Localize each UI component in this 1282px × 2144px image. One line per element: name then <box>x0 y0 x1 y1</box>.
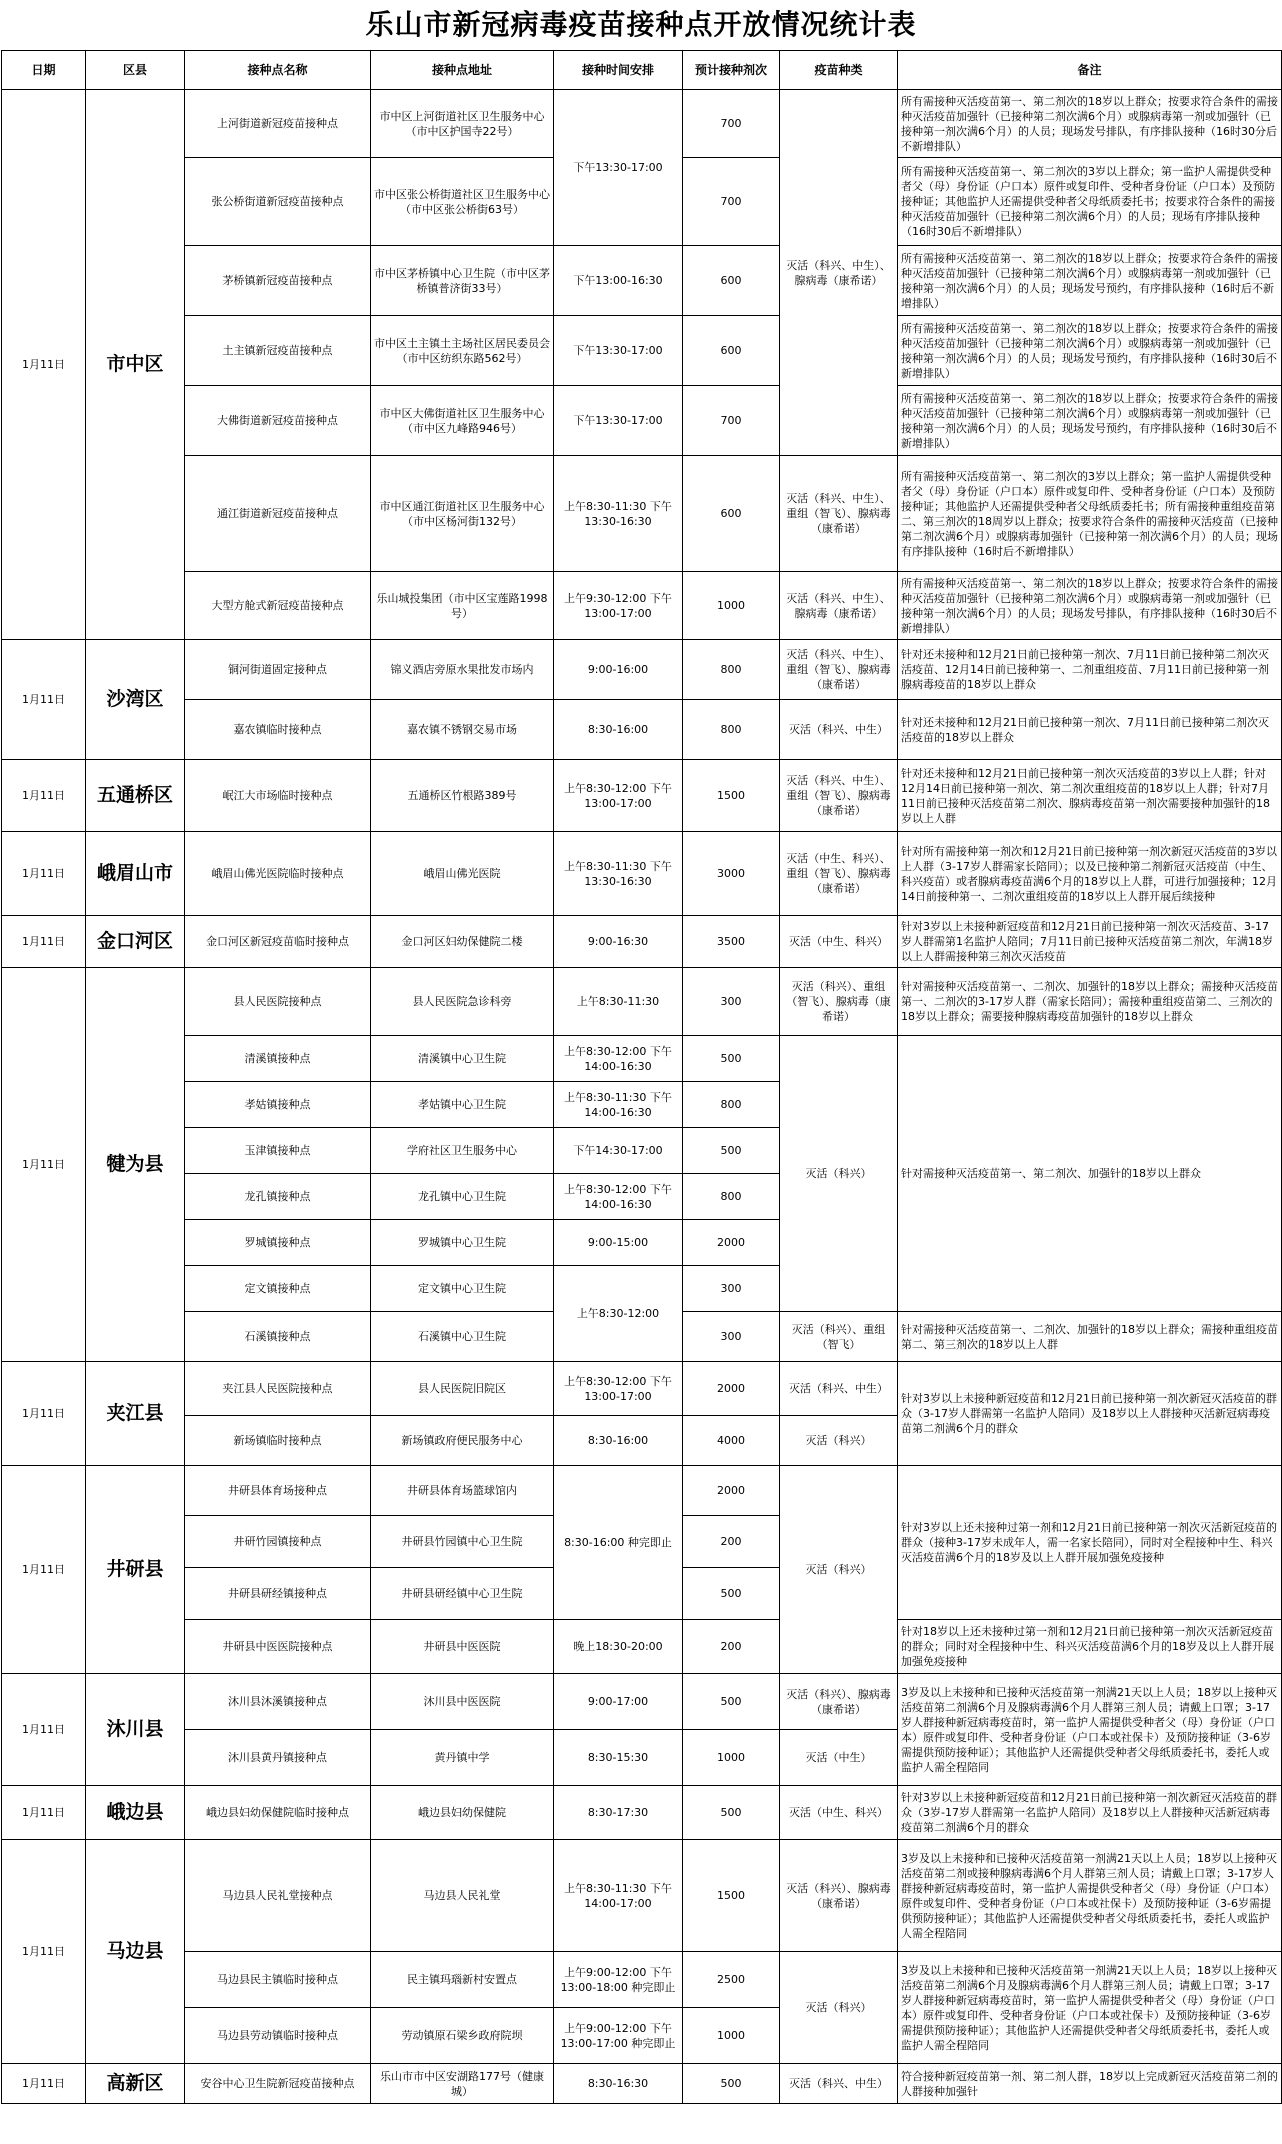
header-district: 区县 <box>86 51 185 90</box>
note-cell: 针对3岁以上还未接种过第一剂和12月21日前已接种第一剂次灭活新冠疫苗的群众（接种3-17岁未成年人，需一名家长陪同），同时对全程接种中生、科兴灭活疫苗满6个月的18岁及以上人群开展加强免疫接种 <box>898 1466 1282 1620</box>
date-cell: 1月11日 <box>2 90 86 640</box>
doses-cell: 300 <box>683 1266 780 1312</box>
site-name: 井研县体育场接种点 <box>185 1466 371 1516</box>
note-cell: 针对还未接种和12月21日前已接种第一剂次灭活疫苗的3岁以上人群；针对12月14日前已接种第一剂次、第二剂次重组疫苗的18岁以上人群；针对7月11日前已接种灭活疫苗第二剂次、腺病毒疫苗第一剂次需要接种加强针的18岁以上人群 <box>898 760 1282 832</box>
date-cell: 1月11日 <box>2 1362 86 1466</box>
doses-cell: 300 <box>683 1312 780 1362</box>
site-name: 峨边县妇幼保健院临时接种点 <box>185 1786 371 1840</box>
time-cell: 8:30-16:00 <box>554 700 683 760</box>
note-cell: 3岁及以上未接种和已接种灭活疫苗第一剂满21天以上人员；18岁以上接种灭活疫苗第二剂满6个月及腺病毒满6个月人群第三剂人员；请戴上口罩；3-17岁人群接种新冠病毒疫苗时，第一监护人需提供受种者父（母）身份证（户口本）原件或复印件、受种者身份证（户口本或社保卡）及预防接种证（3-6岁需提供预防接种证）；其他监护人还需提供受种者父母纸质委托书，委托人或监护人需全程陪同 <box>898 1952 1282 2064</box>
site-name: 石溪镇接种点 <box>185 1312 371 1362</box>
site-name: 铜河街道固定接种点 <box>185 640 371 700</box>
table-row <box>2 640 1282 700</box>
district-cell: 市中区 <box>86 90 185 640</box>
doses-cell: 1500 <box>683 760 780 832</box>
site-name: 张公桥街道新冠疫苗接种点 <box>185 158 371 246</box>
doses-cell: 500 <box>683 1674 780 1730</box>
vaccine-cell: 灭活（科兴） <box>780 1466 898 1674</box>
vaccine-cell: 灭活（科兴、中生） <box>780 1362 898 1416</box>
page-title: 乐山市新冠病毒疫苗接种点开放情况统计表 <box>365 8 917 41</box>
time-cell: 下午13:00-16:30 <box>554 246 683 316</box>
time-cell: 9:00-16:30 <box>554 916 683 968</box>
vaccine-cell: 灭活（科兴、中生）、重组（智飞）、腺病毒（康希诺） <box>780 640 898 700</box>
doses-cell: 800 <box>683 1082 780 1128</box>
doses-cell: 800 <box>683 640 780 700</box>
site-name: 清溪镇接种点 <box>185 1036 371 1082</box>
site-name: 玉津镇接种点 <box>185 1128 371 1174</box>
time-cell: 上午9:30-12:00 下午13:00-17:00 <box>554 572 683 640</box>
time-cell: 上午8:30-12:00 下午13:00-17:00 <box>554 1362 683 1416</box>
table-row <box>2 1362 1282 1416</box>
site-address: 金口河区妇幼保健院二楼 <box>371 916 554 968</box>
doses-cell: 700 <box>683 386 780 456</box>
note-cell: 针对18岁以上还未接种过第一剂和12月21日前已接种第一剂次灭活新冠疫苗的群众；同时对全程接种中生、科兴灭活疫苗满6个月的18岁及以上人群开展加强免疫接种 <box>898 1620 1282 1674</box>
site-name: 马边县劳动镇临时接种点 <box>185 2008 371 2064</box>
site-address: 市中区张公桥街道社区卫生服务中心（市中区张公桥街63号） <box>371 158 554 246</box>
site-address: 黄丹镇中学 <box>371 1730 554 1786</box>
doses-cell: 4000 <box>683 1416 780 1466</box>
time-cell: 上午8:30-11:30 <box>554 968 683 1036</box>
table-row <box>2 832 1282 916</box>
site-address: 县人民医院急诊科旁 <box>371 968 554 1036</box>
doses-cell: 500 <box>683 1568 780 1620</box>
vaccine-cell: 灭活（中生、科兴） <box>780 1786 898 1840</box>
note-cell: 针对所有需接种第一剂次和12月21日前已接种第一剂次新冠灭活疫苗的3岁以上人群（3-17岁人群需家长陪同）；以及已接种第二剂新冠灭活疫苗（中生、科兴疫苗）或者腺病毒疫苗满6个月的18岁以上人群，可进行加强接种；12月14日前接种第一、二剂次重组疫苗的18岁以上人群开展后续接种 <box>898 832 1282 916</box>
district-cell: 沐川县 <box>86 1674 185 1786</box>
vaccine-cell: 灭活（科兴、中生）、重组（智飞）、腺病毒（康希诺） <box>780 456 898 572</box>
site-name: 新场镇临时接种点 <box>185 1416 371 1466</box>
doses-cell: 600 <box>683 456 780 572</box>
date-cell: 1月11日 <box>2 1840 86 2064</box>
table-row <box>2 1786 1282 1840</box>
time-cell: 9:00-15:00 <box>554 1220 683 1266</box>
doses-cell: 2000 <box>683 1362 780 1416</box>
date-cell: 1月11日 <box>2 968 86 1362</box>
district-cell: 犍为县 <box>86 968 185 1362</box>
vaccine-cell: 灭活（科兴、中生） <box>780 2064 898 2104</box>
site-address: 定文镇中心卫生院 <box>371 1266 554 1312</box>
time-cell: 上午8:30-12:00 下午14:00-16:30 <box>554 1174 683 1220</box>
note-cell: 3岁及以上未接种和已接种灭活疫苗第一剂满21天以上人员；18岁以上接种灭活疫苗第二剂或接种腺病毒满6个月人群第三剂人员；请戴上口罩；3-17岁人群接种新冠病毒疫苗时，第一监护人需提供受种者父（母）身份证（户口本）原件或复印件、受种者身份证（户口本或社保卡）及预防接种证（3-6岁需提供预防接种证）；其他监护人还需提供受种者父母纸质委托书，委托人或监护人需全程陪同 <box>898 1840 1282 1952</box>
date-cell: 1月11日 <box>2 1466 86 1674</box>
note-cell: 所有需接种灭活疫苗第一、第二剂次的18岁以上群众；按要求符合条件的需接种灭活疫苗加强针（已接种第二剂次满6个月）或腺病毒第一剂或加强针（已接种第一剂次满6个月）的人员；现场发号排队，有序排队接种（16时30分后不新增排队） <box>898 90 1282 158</box>
header-site-address: 接种点地址 <box>371 51 554 90</box>
vaccine-cell: 灭活（科兴、中生）、腺病毒（康希诺） <box>780 572 898 640</box>
date-cell: 1月11日 <box>2 760 86 832</box>
doses-cell: 700 <box>683 90 780 158</box>
time-cell: 8:30-15:30 <box>554 1730 683 1786</box>
header-doses: 预计接种剂次 <box>683 51 780 90</box>
header-date: 日期 <box>2 51 86 90</box>
district-cell: 金口河区 <box>86 916 185 968</box>
time-cell: 上午9:00-12:00 下午13:00-18:00 种完即止 <box>554 1952 683 2008</box>
site-name: 大型方舱式新冠疫苗接种点 <box>185 572 371 640</box>
table-row <box>2 916 1282 968</box>
doses-cell: 500 <box>683 1036 780 1082</box>
vaccine-cell: 灭活（科兴） <box>780 1036 898 1312</box>
table-row <box>2 760 1282 832</box>
vaccine-cell: 灭活（科兴） <box>780 1952 898 2064</box>
vaccine-cell: 灭活（科兴）、腺病毒（康希诺） <box>780 1840 898 1952</box>
header-time: 接种时间安排 <box>554 51 683 90</box>
site-address: 沐川县中医医院 <box>371 1674 554 1730</box>
time-cell: 上午8:30-12:00 下午14:00-16:30 <box>554 1036 683 1082</box>
time-cell: 下午13:30-17:00 <box>554 316 683 386</box>
note-cell: 所有需接种灭活疫苗第一、第二剂次的18岁以上群众；按要求符合条件的需接种灭活疫苗加强针（已接种第二剂次满6个月）或腺病毒第一剂或加强针（已接种第一剂次满6个月）的人员；现场发号排队，有序排队接种（16时30后不新增排队） <box>898 572 1282 640</box>
table-row <box>2 572 1282 640</box>
site-name: 岷江大市场临时接种点 <box>185 760 371 832</box>
district-cell: 高新区 <box>86 2064 185 2104</box>
vaccine-cell: 灭活（科兴、中生）、腺病毒（康希诺） <box>780 90 898 456</box>
site-name: 上河街道新冠疫苗接种点 <box>185 90 371 158</box>
doses-cell: 600 <box>683 316 780 386</box>
header-vaccine-type: 疫苗种类 <box>780 51 898 90</box>
time-cell: 上午9:00-12:00 下午13:00-17:00 种完即止 <box>554 2008 683 2064</box>
note-cell: 针对3岁以上未接种新冠疫苗和12月21日前已接种第一剂次新冠灭活疫苗的群众（3-17岁人群需第一名监护人陪同）及18岁以上人群接种灭活新冠病毒疫苗第二剂满6个月的群众 <box>898 1362 1282 1466</box>
site-name: 金口河区新冠疫苗临时接种点 <box>185 916 371 968</box>
doses-cell: 800 <box>683 1174 780 1220</box>
site-name: 马边县民主镇临时接种点 <box>185 1952 371 2008</box>
site-address: 龙孔镇中心卫生院 <box>371 1174 554 1220</box>
table-row <box>2 1620 1282 1674</box>
note-cell: 3岁及以上未接种和已接种灭活疫苗第一剂满21天以上人员；18岁以上接种灭活疫苗第二剂满6个月及腺病毒满6个月人群第三剂人员；请戴上口罩；3-17岁人群接种新冠病毒疫苗时，第一监护人需提供受种者父（母）身份证（户口本）原件或复印件、受种者身份证（户口本或社保卡）及预防接种证（3-6岁需提供预防接种证）；其他监护人还需提供受种者父母纸质委托书，委托人或监护人需全程陪同 <box>898 1674 1282 1786</box>
vaccination-table <box>1 50 1282 2104</box>
time-cell: 8:30-17:30 <box>554 1786 683 1840</box>
site-address: 井研县竹园镇中心卫生院 <box>371 1516 554 1568</box>
doses-cell: 2000 <box>683 1220 780 1266</box>
site-address: 井研县体育场篮球馆内 <box>371 1466 554 1516</box>
table-row <box>2 1036 1282 1082</box>
note-cell: 针对需接种灭活疫苗第一、二剂次、加强针的18岁以上群众；需接种灭活疫苗第一、二剂次的3-17岁人群（需家长陪同）；需接种重组疫苗第二、三剂次的18岁以上群众；需要接种腺病毒疫苗加强针的18岁以上群众 <box>898 968 1282 1036</box>
district-cell: 夹江县 <box>86 1362 185 1466</box>
doses-cell: 3000 <box>683 832 780 916</box>
table-row <box>2 1952 1282 2008</box>
site-name: 嘉农镇临时接种点 <box>185 700 371 760</box>
site-name: 马边县人民礼堂接种点 <box>185 1840 371 1952</box>
time-cell: 8:30-16:00 <box>554 1416 683 1466</box>
note-cell: 所有需接种灭活疫苗第一、第二剂次的18岁以上群众；按要求符合条件的需接种灭活疫苗加强针（已接种第二剂次满6个月）或腺病毒第一剂或加强针（已接种第一剂次满6个月）的人员；现场发号预约，有序排队接种（16时后不新增排队） <box>898 246 1282 316</box>
time-cell: 下午13:30-17:00 <box>554 90 683 246</box>
doses-cell: 500 <box>683 2064 780 2104</box>
doses-cell: 2000 <box>683 1466 780 1516</box>
table-row <box>2 1466 1282 1516</box>
site-address: 县人民医院旧院区 <box>371 1362 554 1416</box>
doses-cell: 200 <box>683 1516 780 1568</box>
vaccine-cell: 灭活（中生） <box>780 1730 898 1786</box>
vaccine-cell: 灭活（科兴） <box>780 1416 898 1466</box>
note-cell: 针对需接种灭活疫苗第一、第二剂次、加强针的18岁以上群众 <box>898 1036 1282 1312</box>
time-cell: 8:30-16:00 种完即止 <box>554 1466 683 1620</box>
date-cell: 1月11日 <box>2 1674 86 1786</box>
site-name: 安谷中心卫生院新冠疫苗接种点 <box>185 2064 371 2104</box>
note-cell: 针对需接种灭活疫苗第一、二剂次、加强针的18岁以上群众；需接种重组疫苗第二、第三剂次的18岁以上人群 <box>898 1312 1282 1362</box>
vaccine-cell: 灭活（科兴）、重组（智飞）、腺病毒（康希诺） <box>780 968 898 1036</box>
note-cell: 所有需接种灭活疫苗第一、第二剂次的3岁以上群众；第一监护人需提供受种者父（母）身份证（户口本）原件或复印件、受种者身份证（户口本）及预防接种证；其他监护人还需提供受种者父母纸质委托书；按要求符合条件的需接种灭活疫苗加强针（已接种第二剂次满6个月）的人员；现场有序排队接种（16时30后不新增排队） <box>898 158 1282 246</box>
table-row <box>2 386 1282 456</box>
date-cell: 1月11日 <box>2 640 86 760</box>
site-name: 井研县研经镇接种点 <box>185 1568 371 1620</box>
note-cell: 针对还未接种和12月21日前已接种第一剂次、7月11日前已接种第二剂次灭活疫苗的18岁以上群众 <box>898 700 1282 760</box>
district-cell: 井研县 <box>86 1466 185 1674</box>
site-address: 市中区上河街道社区卫生服务中心（市中区护国寺22号） <box>371 90 554 158</box>
site-name: 井研竹园镇接种点 <box>185 1516 371 1568</box>
doses-cell: 3500 <box>683 916 780 968</box>
site-name: 罗城镇接种点 <box>185 1220 371 1266</box>
district-cell: 峨眉山市 <box>86 832 185 916</box>
doses-cell: 600 <box>683 246 780 316</box>
site-name: 峨眉山佛光医院临时接种点 <box>185 832 371 916</box>
vaccine-cell: 灭活（中生、科兴） <box>780 916 898 968</box>
table-header-row <box>2 51 1282 90</box>
time-cell: 上午8:30-11:30 下午14:00-17:00 <box>554 1840 683 1952</box>
time-cell: 上午8:30-11:30 下午14:00-16:30 <box>554 1082 683 1128</box>
time-cell: 上午8:30-11:30 下午13:30-16:30 <box>554 832 683 916</box>
site-address: 罗城镇中心卫生院 <box>371 1220 554 1266</box>
district-cell: 马边县 <box>86 1840 185 2064</box>
table-row <box>2 456 1282 572</box>
note-cell: 针对3岁以上未接种新冠疫苗和12月21日前已接种第一剂次新冠灭活疫苗的群众（3岁-17岁人群需第一名监护人陪同）及18岁以上人群接种灭活新冠病毒疫苗第二剂满6个月的群众 <box>898 1786 1282 1840</box>
table-row <box>2 700 1282 760</box>
site-address: 锦义酒店旁原水果批发市场内 <box>371 640 554 700</box>
site-address: 市中区大佛街道社区卫生服务中心（市中区九峰路946号） <box>371 386 554 456</box>
site-address: 市中区土主镇土主场社区居民委员会（市中区纺织东路562号） <box>371 316 554 386</box>
vaccine-cell: 灭活（科兴、中生） <box>780 700 898 760</box>
table-row <box>2 90 1282 158</box>
doses-cell: 800 <box>683 700 780 760</box>
note-cell: 针对还未接种和12月21日前已接种第一剂次、7月11日前已接种第二剂次灭活疫苗、12月14日前已接种第一、二剂重组疫苗、7月11日前已接种第一剂腺病毒疫苗的18岁以上群众 <box>898 640 1282 700</box>
site-address: 劳动镇原石梁乡政府院坝 <box>371 2008 554 2064</box>
site-name: 定文镇接种点 <box>185 1266 371 1312</box>
site-address: 学府社区卫生服务中心 <box>371 1128 554 1174</box>
doses-cell: 700 <box>683 158 780 246</box>
site-address: 乐山城投集团（市中区宝莲路1998号） <box>371 572 554 640</box>
table-row <box>2 246 1282 316</box>
header-notes: 备注 <box>898 51 1282 90</box>
time-cell: 9:00-17:00 <box>554 1674 683 1730</box>
time-cell: 晚上18:30-20:00 <box>554 1620 683 1674</box>
site-name: 沐川县黄丹镇接种点 <box>185 1730 371 1786</box>
date-cell: 1月11日 <box>2 832 86 916</box>
doses-cell: 200 <box>683 1620 780 1674</box>
vaccine-cell: 灭活（科兴）、重组（智飞） <box>780 1312 898 1362</box>
site-address: 乐山市市中区安湖路177号（健康城） <box>371 2064 554 2104</box>
district-cell: 五通桥区 <box>86 760 185 832</box>
site-address: 清溪镇中心卫生院 <box>371 1036 554 1082</box>
doses-cell: 2500 <box>683 1952 780 2008</box>
site-name: 通江街道新冠疫苗接种点 <box>185 456 371 572</box>
site-name: 井研县中医医院接种点 <box>185 1620 371 1674</box>
site-name: 夹江县人民医院接种点 <box>185 1362 371 1416</box>
header-site-name: 接种点名称 <box>185 51 371 90</box>
date-cell: 1月11日 <box>2 2064 86 2104</box>
site-name: 土主镇新冠疫苗接种点 <box>185 316 371 386</box>
site-address: 市中区茅桥镇中心卫生院（市中区茅桥镇普济街33号） <box>371 246 554 316</box>
site-address: 嘉农镇不锈钢交易市场 <box>371 700 554 760</box>
time-cell: 上午8:30-12:00 下午13:00-17:00 <box>554 760 683 832</box>
site-address: 峨眉山佛光医院 <box>371 832 554 916</box>
time-cell: 9:00-16:00 <box>554 640 683 700</box>
doses-cell: 1500 <box>683 1840 780 1952</box>
vaccine-cell: 灭活（科兴、中生）、重组（智飞）、腺病毒（康希诺） <box>780 760 898 832</box>
time-cell: 下午14:30-17:00 <box>554 1128 683 1174</box>
note-cell: 符合接种新冠疫苗第一剂、第二剂人群，18岁以上完成新冠灭活疫苗第二剂的人群接种加强针 <box>898 2064 1282 2104</box>
vaccine-cell: 灭活（中生、科兴）、重组（智飞）、腺病毒（康希诺） <box>780 832 898 916</box>
site-address: 井研县研经镇中心卫生院 <box>371 1568 554 1620</box>
note-cell: 针对3岁以上未接种新冠疫苗和12月21日前已接种第一剂次灭活疫苗、3-17岁人群需第1名监护人陪同；7月11日前已接种灭活疫苗第二剂次，年满18岁以上人群需接种第三剂次灭活疫苗 <box>898 916 1282 968</box>
district-cell: 沙湾区 <box>86 640 185 760</box>
note-cell: 所有需接种灭活疫苗第一、第二剂次的3岁以上群众；第一监护人需提供受种者父（母）身份证（户口本）原件或复印件、受种者身份证（户口本）及预防接种证；其他监护人还需提供受种者父母纸质委托书；所有需接种重组疫苗第二、第三剂次的18周岁以上群众；按要求符合条件的需接种灭活疫苗（已接种第二剂次满6个月）或腺病毒加强针（已接种第一剂次满6个月）的人员；现场有序排队接种（16时后不新增排队） <box>898 456 1282 572</box>
doses-cell: 500 <box>683 1786 780 1840</box>
table-row <box>2 2064 1282 2104</box>
site-name: 孝姑镇接种点 <box>185 1082 371 1128</box>
site-address: 五通桥区竹根路389号 <box>371 760 554 832</box>
note-cell: 所有需接种灭活疫苗第一、第二剂次的18岁以上群众；按要求符合条件的需接种灭活疫苗加强针（已接种第二剂次满6个月）或腺病毒第一剂或加强针（已接种第一剂次满6个月）的人员；现场发号预约，有序排队接种（16时30后不新增排队） <box>898 386 1282 456</box>
doses-cell: 300 <box>683 968 780 1036</box>
table-row <box>2 316 1282 386</box>
table-row <box>2 1840 1282 1952</box>
date-cell: 1月11日 <box>2 916 86 968</box>
time-cell: 8:30-16:30 <box>554 2064 683 2104</box>
site-name: 龙孔镇接种点 <box>185 1174 371 1220</box>
district-cell: 峨边县 <box>86 1786 185 1840</box>
site-name: 县人民医院接种点 <box>185 968 371 1036</box>
doses-cell: 500 <box>683 1128 780 1174</box>
site-address: 市中区通江街道社区卫生服务中心（市中区杨河街132号） <box>371 456 554 572</box>
site-name: 茅桥镇新冠疫苗接种点 <box>185 246 371 316</box>
time-cell: 上午8:30-11:30 下午13:30-16:30 <box>554 456 683 572</box>
time-cell: 上午8:30-12:00 <box>554 1266 683 1362</box>
site-address: 民主镇玛瑙新村安置点 <box>371 1952 554 2008</box>
table-row <box>2 968 1282 1036</box>
date-cell: 1月11日 <box>2 1786 86 1840</box>
doses-cell: 1000 <box>683 572 780 640</box>
site-address: 孝姑镇中心卫生院 <box>371 1082 554 1128</box>
vaccine-cell: 灭活（科兴）、腺病毒（康希诺） <box>780 1674 898 1730</box>
site-address: 马边县人民礼堂 <box>371 1840 554 1952</box>
doses-cell: 1000 <box>683 1730 780 1786</box>
site-address: 井研县中医医院 <box>371 1620 554 1674</box>
site-name: 大佛街道新冠疫苗接种点 <box>185 386 371 456</box>
time-cell: 下午13:30-17:00 <box>554 386 683 456</box>
note-cell: 所有需接种灭活疫苗第一、第二剂次的18岁以上群众；按要求符合条件的需接种灭活疫苗加强针（已接种第二剂次满6个月）或腺病毒第一剂或加强针（已接种第一剂次满6个月）的人员；现场发号预约，有序排队接种（16时30后不新增排队） <box>898 316 1282 386</box>
doses-cell: 1000 <box>683 2008 780 2064</box>
site-name: 沐川县沐溪镇接种点 <box>185 1674 371 1730</box>
site-address: 新场镇政府便民服务中心 <box>371 1416 554 1466</box>
site-address: 峨边县妇幼保健院 <box>371 1786 554 1840</box>
site-address: 石溪镇中心卫生院 <box>371 1312 554 1362</box>
table-row <box>2 1674 1282 1730</box>
